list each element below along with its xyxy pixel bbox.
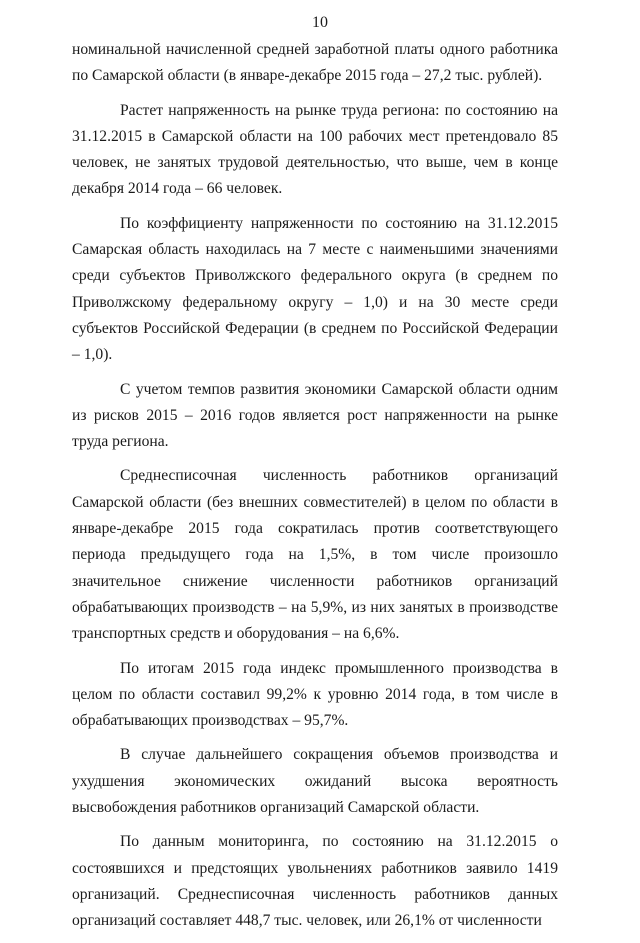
paragraph-industrial-index: По итогам 2015 года индекс промышленного производства в целом по области составил 99,2% к уровню 2014 года, в том числе в обрабатывающих производствах – 95,7%. (72, 659, 558, 730)
paragraph-wage-continuation: номинальной начисленной средней заработной платы одного работника по Самарской области (в январе-декабре 2015 года – 27,2 тыс. рублей). (72, 41, 558, 85)
paragraph-risks: С учетом темпов развития экономики Самарской области одним из рисков 2015 – 2016 годов является рост напряженности на рынке труда региона. (72, 380, 558, 451)
paragraph-headcount: Среднесписочная численность работников организаций Самарской области (без внешних совместителей) в целом по области в январе-декабре 2015 года сократилась против соответствующего периода предыдущего года на 1,5%, в том числе произошло значительное снижение численности работников организаций обрабатывающих производств – на 5,9%, из них занятых в производстве транспортных средств и оборудования – на 6,6%. (72, 467, 558, 643)
paragraph-layoff-risk: В случае дальнейшего сокращения объемов производства и ухудшения экономических ожиданий высока вероятность высвобождения работников организаций Самарской области. (72, 746, 558, 817)
paragraph-labor-market-tension: Растет напряженность на рынке труда региона: по состоянию на 31.12.2015 в Самарской области на 100 рабочих мест претендовало 85 человек, не занятых трудовой деятельностью, что выше, чем в конце декабря 2014 года – 66 человек. (72, 101, 558, 198)
document-body (72, 37, 558, 943)
page-number: 10 (312, 14, 328, 31)
paragraph-monitoring: По данным мониторинга, по состоянию на 31.12.2015 о состоявшихся и предстоящих увольнениях работников заявило 1419 организаций. Среднесписочная численность работников данных организаций составляет 448,7 тыс. человек, или 26,1% от численности (72, 833, 558, 930)
paragraph-tension-coefficient: По коэффициенту напряженности по состоянию на 31.12.2015 Самарская область находилась на 7 месте с наименьшими значениями среди субъектов Приволжского федерального округа (в среднем по Приволжскому федеральному округу – 1,0) и на 30 месте среди субъектов Российской Федерации (в среднем по Российской Федерации – 1,0). (72, 214, 558, 364)
